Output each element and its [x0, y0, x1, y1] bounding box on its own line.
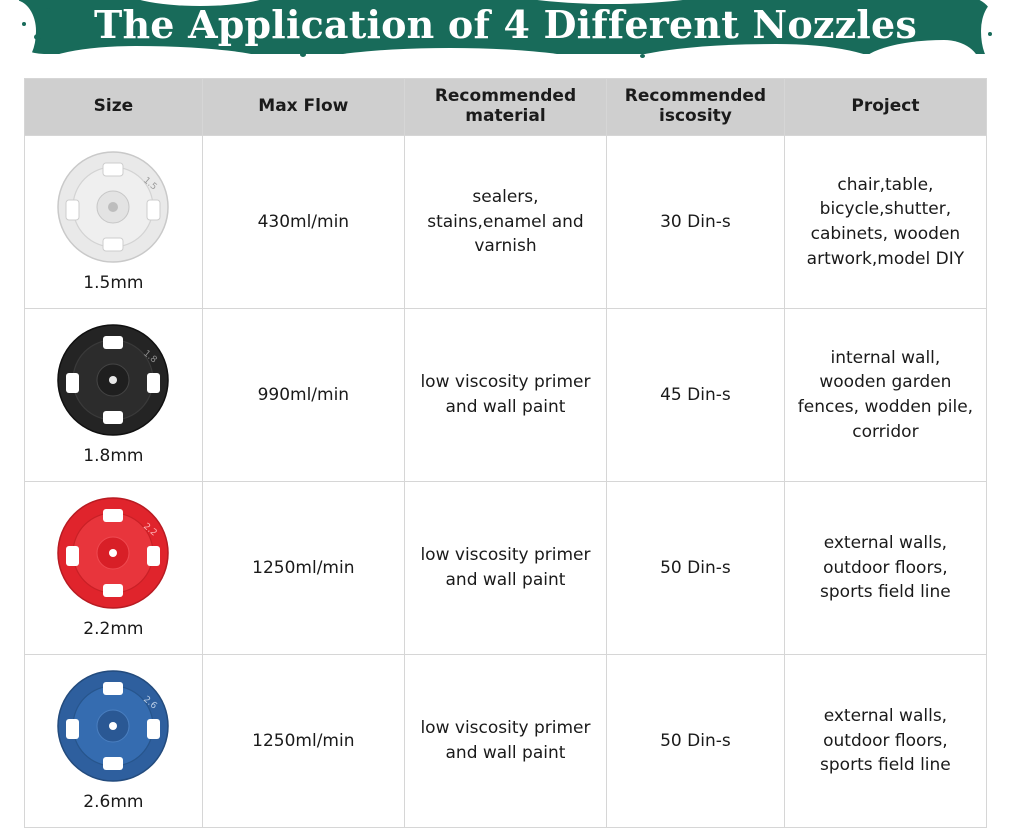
- column-header-material-line2: material: [465, 106, 546, 126]
- svg-text:1.5: 1.5: [141, 175, 159, 193]
- nozzle-size-label: 2.6mm: [83, 791, 144, 812]
- nozzle-1-5mm-icon: [51, 149, 175, 267]
- svg-text:2.2: 2.2: [141, 521, 159, 539]
- cell-viscosity: 50 Din-s: [607, 655, 785, 828]
- nozzle-2-2mm-icon: [51, 495, 175, 613]
- column-header-max-flow: Max Flow: [202, 79, 404, 136]
- cell-size: [25, 136, 203, 309]
- nozzle-size-label: 2.2mm: [83, 618, 144, 639]
- table-row: [25, 482, 987, 655]
- cell-size: [25, 309, 203, 482]
- cell-size: [25, 655, 203, 828]
- svg-text:2.6: 2.6: [141, 694, 159, 712]
- cell-project: external walls, outdoor floors, sports field line: [784, 655, 986, 828]
- cell-material: sealers, stains,enamel and varnish: [404, 136, 606, 309]
- cell-project: internal wall, wooden garden fences, wodden pile, corridor: [784, 309, 986, 482]
- nozzle-1-8mm-icon: [51, 322, 175, 440]
- cell-max-flow: 430ml/min: [202, 136, 404, 309]
- cell-material: low viscosity primer and wall paint: [404, 309, 606, 482]
- cell-size: [25, 482, 203, 655]
- nozzle-2-6mm-icon: [51, 668, 175, 786]
- page-title: The Application of 4 Different Nozzles: [93, 2, 918, 47]
- cell-max-flow: 1250ml/min: [202, 655, 404, 828]
- table-row: [25, 309, 987, 482]
- cell-viscosity: 45 Din-s: [607, 309, 785, 482]
- cell-material: low viscosity primer and wall paint: [404, 655, 606, 828]
- svg-text:1.8: 1.8: [141, 348, 159, 366]
- nozzle-specification-table: [24, 78, 987, 828]
- table-row: [25, 136, 987, 309]
- nozzle-size-label: 1.8mm: [83, 445, 144, 466]
- cell-project: external walls, outdoor floors, sports field line: [784, 482, 986, 655]
- column-header-recommended-viscosity: [607, 79, 785, 136]
- cell-max-flow: 1250ml/min: [202, 482, 404, 655]
- table-row: [25, 655, 987, 828]
- column-header-material-line1: Recommended: [434, 86, 577, 107]
- cell-viscosity: 50 Din-s: [607, 482, 785, 655]
- column-header-viscosity-line1: Recommended: [624, 86, 767, 107]
- cell-project: chair,table, bicycle,shutter, cabinets, wooden artwork,model DIY: [784, 136, 986, 309]
- cell-material: low viscosity primer and wall paint: [404, 482, 606, 655]
- column-header-project: Project: [784, 79, 986, 136]
- column-header-recommended-material: [404, 79, 606, 136]
- nozzle-table-container: [24, 78, 987, 828]
- column-header-size: Size: [25, 79, 203, 136]
- nozzle-size-label: 1.5mm: [83, 272, 144, 293]
- cell-viscosity: 30 Din-s: [607, 136, 785, 309]
- cell-max-flow: 990ml/min: [202, 309, 404, 482]
- column-header-viscosity-line2: iscosity: [659, 106, 732, 126]
- page-banner: [0, 0, 1011, 62]
- table-header-row: [25, 79, 987, 136]
